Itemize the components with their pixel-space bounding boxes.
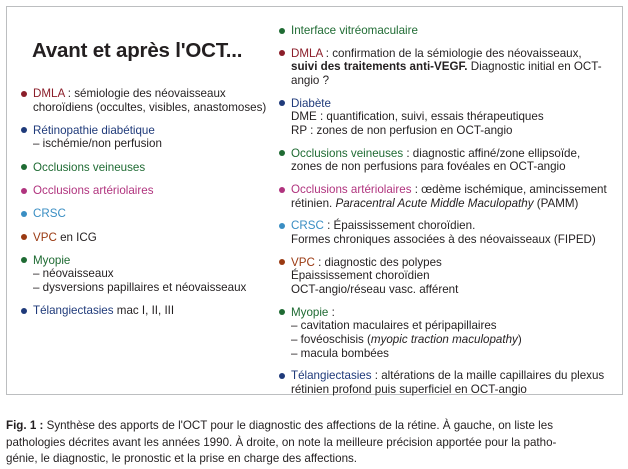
item-text: zones de non perfusions para fovéales en OCT-angio bbox=[291, 160, 566, 174]
bullet-dot-icon bbox=[279, 373, 285, 379]
item-label: CRSC bbox=[33, 207, 66, 221]
item-text: – macula bombées bbox=[291, 346, 389, 360]
item-text: Diagnostic initial en OCT-angio ? bbox=[291, 60, 602, 87]
item-text: mac I, II, III bbox=[113, 304, 175, 318]
item-label: Interface vitréomaculaire bbox=[291, 24, 418, 37]
left-item-telangiectasies bbox=[21, 304, 271, 318]
item-text: (PAMM) bbox=[533, 196, 579, 210]
bullet-dot-icon bbox=[21, 127, 27, 133]
left-item-crsc bbox=[21, 207, 271, 221]
left-item-retinopathie bbox=[21, 124, 271, 151]
bullet-dot-icon bbox=[21, 164, 27, 170]
item-text: : sémiologie des néovaisseaux bbox=[64, 87, 226, 100]
item-text-italic: Paracentral Acute Middle Maculopathy bbox=[335, 196, 534, 210]
bullet-dot-icon bbox=[279, 28, 285, 34]
right-item-occlusions-veineuses bbox=[279, 147, 624, 174]
right-item-interface bbox=[279, 24, 624, 38]
caption-figure-number: Fig. 1 : bbox=[6, 419, 44, 432]
bullet-dot-icon bbox=[21, 188, 27, 194]
item-text: DME : quantification, suivi, essais thérapeutiques bbox=[291, 110, 544, 124]
item-text: OCT-angio/réseau vasc. afférent bbox=[291, 283, 459, 297]
panel-title: Avant et après l'OCT... bbox=[32, 39, 243, 62]
item-label: Occlusions veineuses bbox=[33, 160, 146, 174]
item-label: Rétinopathie diabétique bbox=[33, 123, 155, 137]
item-text: : Épaississement choroïdien. bbox=[323, 219, 476, 233]
bullet-dot-icon bbox=[21, 234, 27, 240]
right-item-telangiectasies bbox=[279, 369, 624, 396]
item-label: Myopie bbox=[291, 305, 329, 319]
bullet-dot-icon bbox=[279, 187, 285, 193]
left-item-occlusions-arteriolaires bbox=[21, 184, 271, 198]
item-text: Formes chroniques associées à des néovaisseaux (FIPED) bbox=[291, 233, 596, 247]
item-label: Occlusions artériolaires bbox=[33, 184, 154, 198]
figure-caption bbox=[6, 418, 623, 468]
right-item-myopie bbox=[279, 306, 624, 360]
item-text: : bbox=[328, 305, 335, 319]
right-item-diabete bbox=[279, 97, 624, 138]
item-label: DMLA bbox=[291, 46, 323, 60]
left-item-dmla bbox=[21, 87, 271, 114]
item-text: : diagnostic affiné/zone ellipsoïde, bbox=[403, 146, 581, 160]
item-text: choroïdiens (occultes, visibles, anastomoses) bbox=[33, 100, 267, 114]
right-item-crsc bbox=[279, 219, 624, 246]
item-text: rétinien. bbox=[291, 196, 336, 210]
item-label: CRSC bbox=[291, 219, 324, 233]
figure-panel bbox=[6, 6, 623, 395]
right-item-dmla bbox=[279, 47, 624, 88]
item-text: : altérations de la maille capillaires du plexus bbox=[371, 369, 605, 383]
item-text: – fovéoschisis ( bbox=[291, 333, 371, 346]
bullet-dot-icon bbox=[279, 150, 285, 156]
right-item-vpc bbox=[279, 256, 624, 297]
item-text: : confirmation de la sémiologie des néovaisseaux, bbox=[322, 46, 582, 60]
item-text: : œdème ischémique, amincissement bbox=[411, 183, 607, 197]
right-column-after-oct bbox=[279, 24, 624, 406]
item-label: DMLA bbox=[33, 87, 65, 100]
item-text: en ICG bbox=[56, 230, 97, 244]
caption-text: pathologies décrites avant les années 1990. À droite, on note la meilleure précision apportée pour la patho- bbox=[6, 435, 557, 449]
left-item-myopie bbox=[21, 254, 271, 295]
left-item-occlusions-veineuses bbox=[21, 161, 271, 175]
left-column-before-oct bbox=[21, 39, 271, 328]
item-text-bold: suivi des traitements anti-VEGF. bbox=[291, 60, 468, 74]
bullet-dot-icon bbox=[279, 223, 285, 229]
bullet-dot-icon bbox=[21, 91, 27, 97]
item-text: – ischémie/non perfusion bbox=[33, 137, 162, 151]
bullet-dot-icon bbox=[21, 308, 27, 314]
item-text: : diagnostic des polypes bbox=[314, 255, 442, 269]
left-item-vpc bbox=[21, 231, 271, 245]
right-item-occlusions-arteriolaires bbox=[279, 183, 624, 210]
item-text: RP : zones de non perfusion en OCT-angio bbox=[291, 123, 513, 137]
item-label: Occlusions artériolaires bbox=[291, 183, 412, 197]
item-label: Myopie bbox=[33, 253, 71, 267]
bullet-dot-icon bbox=[279, 100, 285, 106]
item-label: VPC bbox=[291, 255, 315, 269]
bullet-dot-icon bbox=[21, 211, 27, 217]
item-text-italic: myopic traction maculopathy bbox=[370, 333, 518, 346]
bullet-dot-icon bbox=[279, 259, 285, 265]
item-label: Occlusions veineuses bbox=[291, 146, 404, 160]
item-text: – cavitation maculaires et péripapillaires bbox=[291, 319, 497, 333]
caption-text: génie, le diagnostic, le pronostic et la prise en charge des affections. bbox=[6, 452, 358, 465]
bullet-dot-icon bbox=[279, 309, 285, 315]
item-label: VPC bbox=[33, 230, 57, 244]
caption-text: Synthèse des apports de l'OCT pour le diagnostic des affections de la rétine. À gauche, on liste les bbox=[43, 419, 553, 432]
item-text: ) bbox=[517, 333, 522, 346]
bullet-dot-icon bbox=[21, 257, 27, 263]
item-text: – dysversions papillaires et néovaisseaux bbox=[33, 281, 247, 295]
item-label: Télangiectasies bbox=[33, 304, 114, 318]
bullet-dot-icon bbox=[279, 50, 285, 56]
item-text: – néovaisseaux bbox=[33, 267, 114, 281]
item-label: Télangiectasies bbox=[291, 369, 372, 383]
item-text: Épaississement choroïdien bbox=[291, 269, 430, 283]
item-text: rétinien profond puis superficiel en OCT-angio bbox=[291, 382, 527, 396]
item-label: Diabète bbox=[291, 96, 331, 110]
